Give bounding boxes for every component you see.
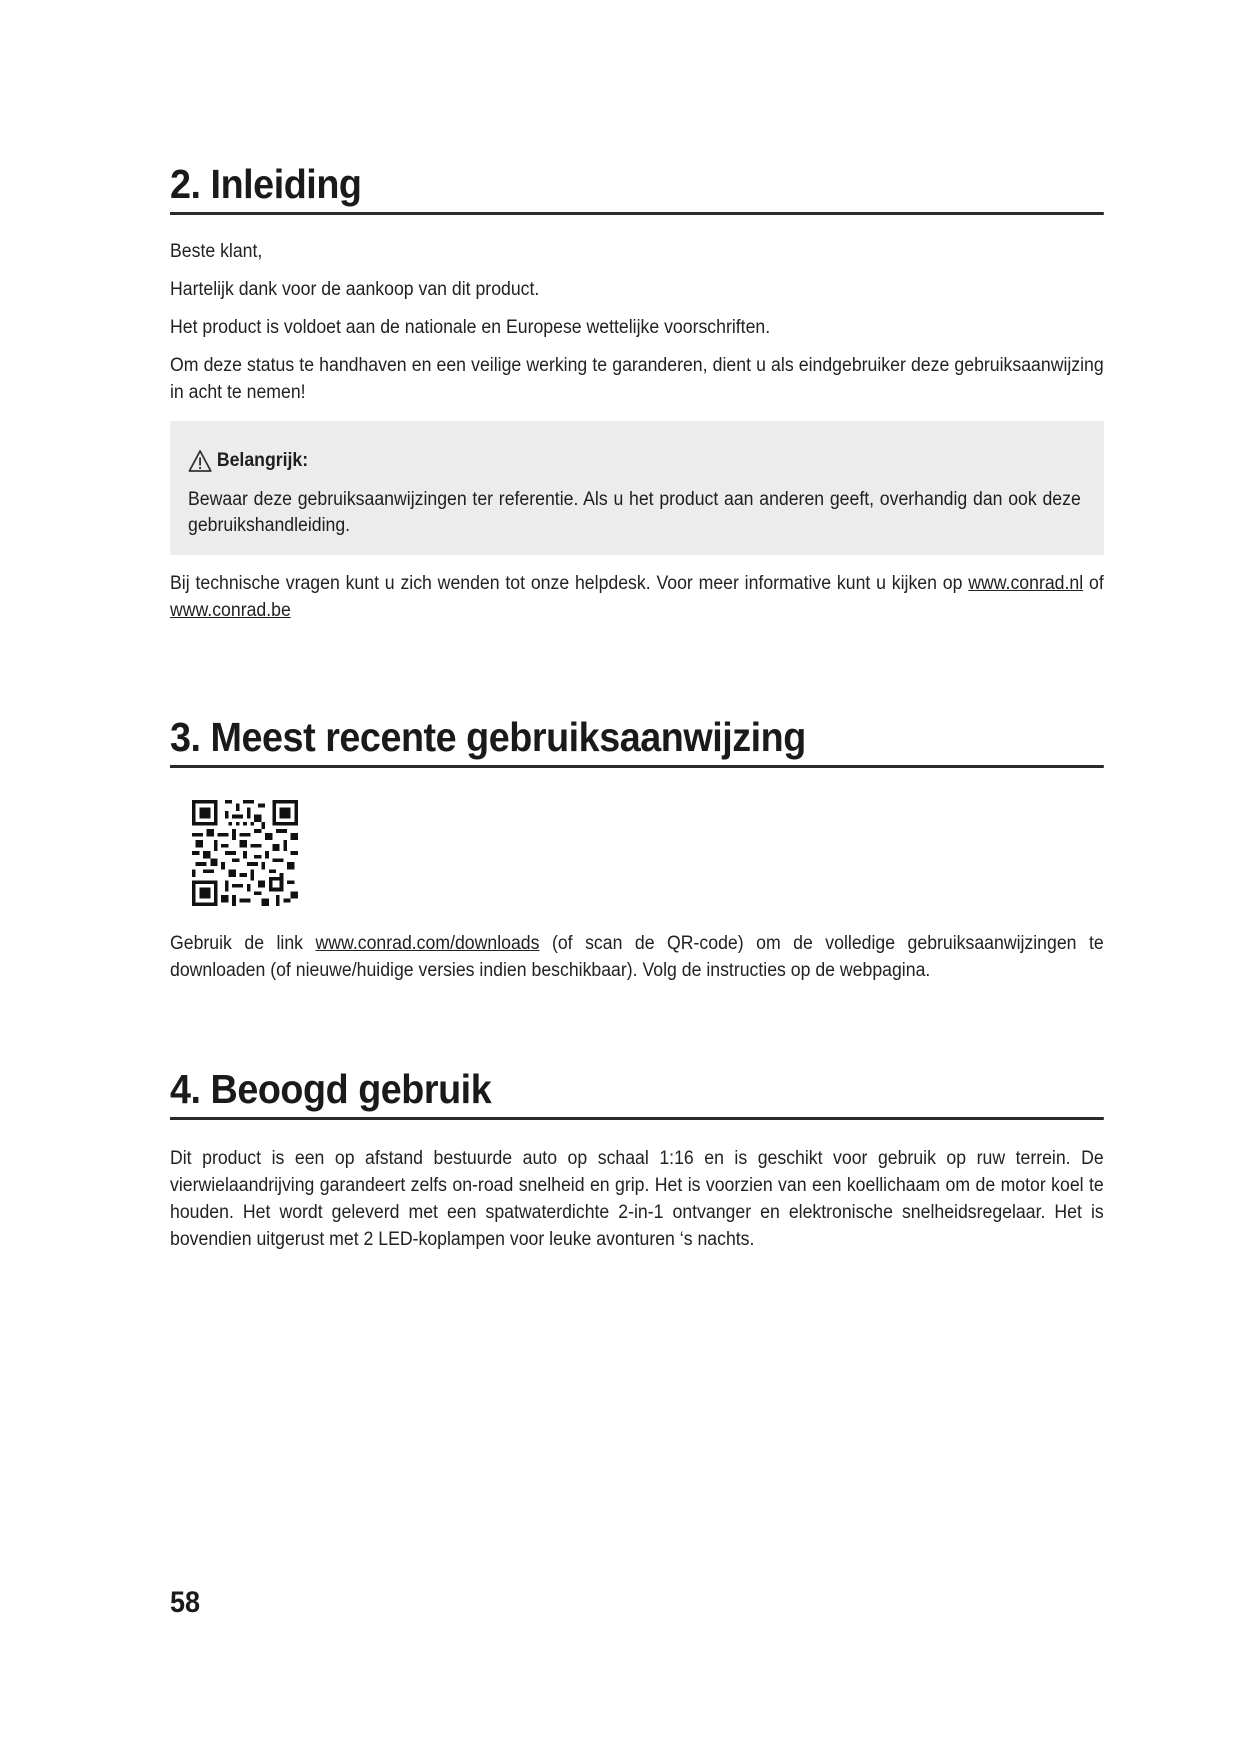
heading-intro: 2. Inleiding [170, 160, 1104, 215]
note-title [188, 447, 308, 474]
manual-text-before: Gebruik de link [170, 933, 304, 954]
warning-icon [188, 449, 212, 473]
heading-use: 4. Beoogd gebruik [170, 1065, 1104, 1120]
thanks-text: Hartelijk dank voor de aankoop van dit product. [170, 279, 540, 300]
or-word: of [1088, 573, 1104, 594]
qr-code-icon[interactable] [192, 800, 298, 906]
helpdesk-sentence: Bij technische vragen kunt u zich wenden tot onze helpdesk. Voor meer informative kunt u kijken op [170, 573, 963, 594]
section-intro [170, 160, 1104, 215]
heading-manual: 3. Meest recente gebruiksaanwijzing [170, 713, 1104, 768]
instruction-text: Om deze status te handhaven en een veilige werking te garanderen, dient u als eindgebruiker deze gebruiksaanwijzing in acht te nemen! [170, 355, 1104, 403]
link-conrad-downloads[interactable]: www.conrad.com/downloads [315, 933, 540, 954]
section-manual [170, 713, 1104, 768]
important-note [170, 421, 1104, 555]
helpdesk-text [170, 570, 1104, 624]
use-body: Dit product is een op afstand bestuurde auto op schaal 1:16 en is geschikt voor gebruik op ruw terrein. De vierwielaandrijving garandeert zelfs on-road snelheid en grip. Het is voorzien van een koellichaam om de motor koel te houden. Het wordt geleverd met een spatwaterdichte 2-in-1 ontvanger en elektronische snelheidsregelaar. Het is bovendien uitgerust met 2 LED-koplampen voor leuke avonturen ‘s nachts. [170, 1148, 1104, 1250]
page-number: 58 [170, 1586, 201, 1619]
note-title-label: Belangrijk: [216, 450, 309, 471]
section-use [170, 1065, 1104, 1120]
manual-text [170, 930, 1104, 984]
link-conrad-nl[interactable]: www.conrad.nl [968, 573, 1084, 594]
link-conrad-be[interactable]: www.conrad.be [170, 600, 291, 621]
greeting-text: Beste klant, [170, 241, 263, 262]
note-body: Bewaar deze gebruiksaanwijzingen ter referentie. Als u het product aan anderen geeft, overhandig dan ook deze gebruikshandleiding. [188, 489, 1081, 536]
compliance-text: Het product is voldoet aan de nationale en Europese wettelijke voorschriften. [170, 317, 771, 338]
manual-text-after: (of scan de QR-code) om de volledige gebruiksaanwijzingen te downloaden (of nieuwe/huidige versies indien beschikbaar). Volg de instructies op de webpagina. [170, 933, 1104, 981]
